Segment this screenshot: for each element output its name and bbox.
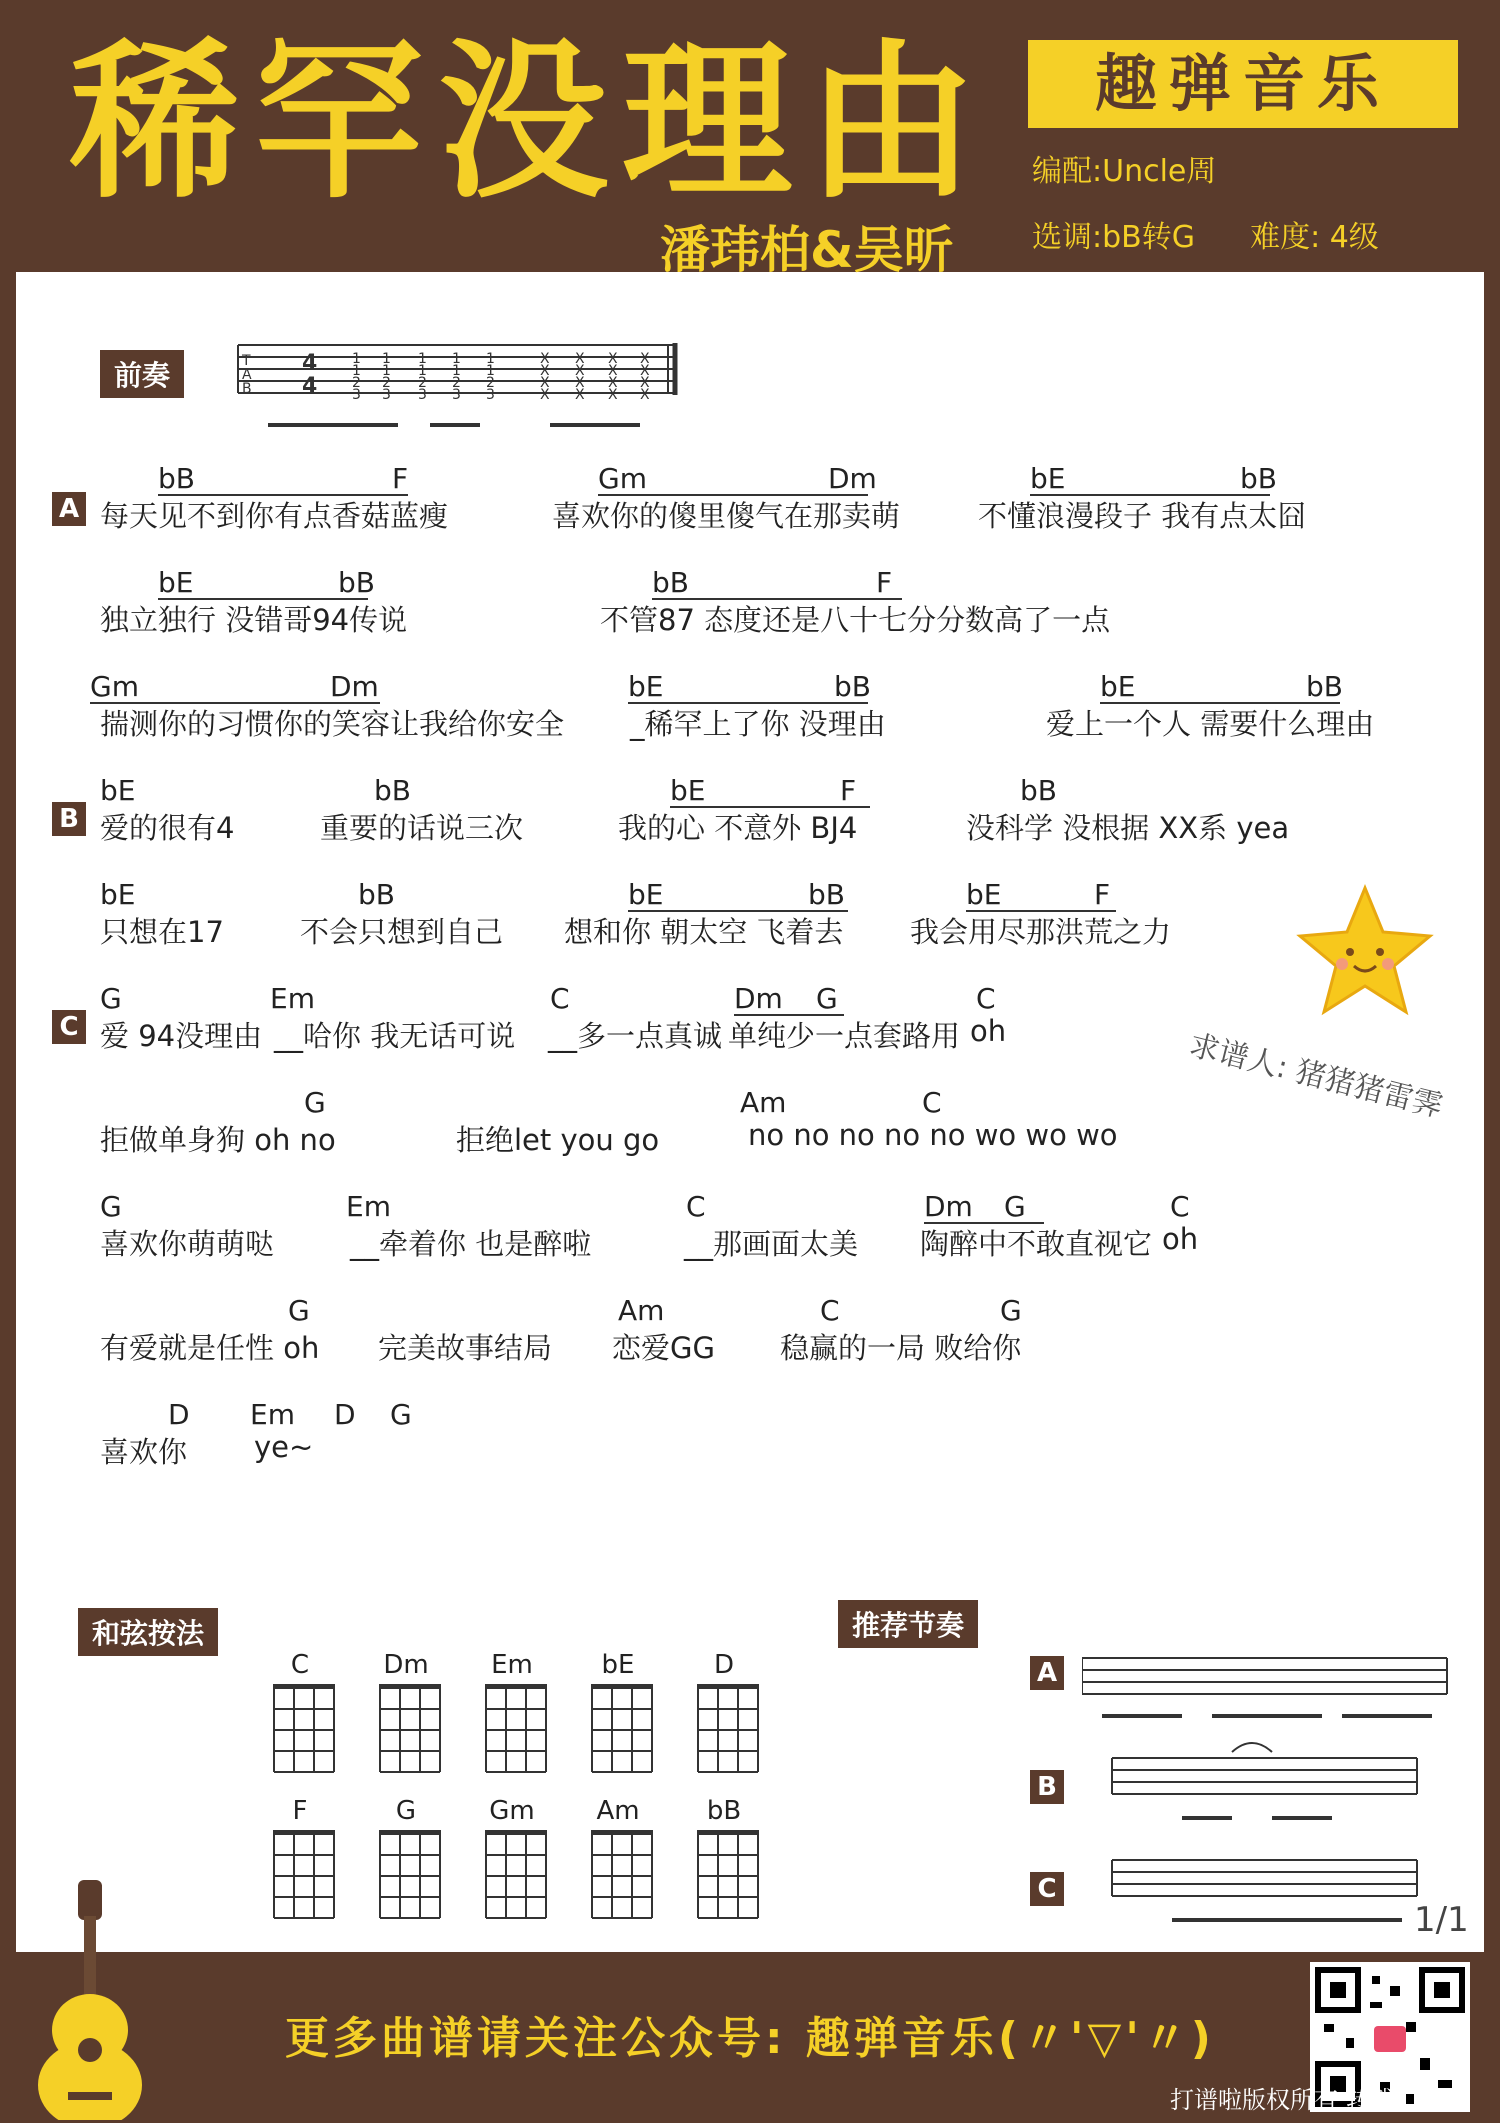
chord-diagram-grid xyxy=(696,1828,766,1928)
right-border xyxy=(1484,272,1500,1952)
svg-text:1: 1 xyxy=(382,363,391,379)
svg-text:2: 2 xyxy=(452,375,461,391)
svg-text:1: 1 xyxy=(452,351,461,367)
chord-diagram-name: Gm xyxy=(489,1796,535,1826)
chord-diagram-grid xyxy=(696,1682,766,1782)
lyric-line: 每天见不到你有点香菇蓝瘦 xyxy=(100,499,449,533)
chord-diagram-grid xyxy=(484,1828,554,1928)
section-a-tag: A xyxy=(52,492,86,526)
lyric-line: 独立独行 没错哥94传说 xyxy=(100,603,408,637)
chord: F xyxy=(1094,878,1111,911)
chord: bB xyxy=(338,566,375,599)
chord: bE xyxy=(1030,462,1066,495)
lyric-line: 揣测你的习惯你的笑容让我给你安全 xyxy=(100,707,565,741)
artist-name: 潘玮柏&吴昕 xyxy=(660,221,954,279)
svg-text:X: X xyxy=(640,375,650,391)
svg-text:3: 3 xyxy=(452,387,461,403)
svg-text:T: T xyxy=(242,353,251,369)
left-border xyxy=(0,272,16,1952)
svg-text:X: X xyxy=(540,387,550,403)
lyric-line: ye~ xyxy=(254,1430,314,1464)
page-number: 1/1 xyxy=(1414,1900,1469,1940)
svg-text:X: X xyxy=(608,387,618,403)
lyric-line: __那画面太美 xyxy=(684,1227,859,1261)
svg-text:1: 1 xyxy=(486,351,495,367)
intro-tab xyxy=(230,325,685,445)
chord: Gm xyxy=(598,462,647,495)
chord: bB xyxy=(834,670,871,703)
chord: F xyxy=(392,462,409,495)
svg-text:X: X xyxy=(640,387,650,403)
svg-text:1: 1 xyxy=(418,363,427,379)
chord: bB xyxy=(808,878,845,911)
rhythm-a-tag: A xyxy=(1030,1656,1064,1690)
chord: Em xyxy=(346,1190,391,1223)
chord: G xyxy=(288,1294,310,1327)
lyric-line: __哈你 我无话可说 xyxy=(274,1019,516,1053)
chord: Am xyxy=(740,1086,787,1119)
chords-tag: 和弦按法 xyxy=(78,1608,218,1656)
svg-text:1: 1 xyxy=(486,363,495,379)
svg-text:X: X xyxy=(575,375,585,391)
chord: bE xyxy=(966,878,1002,911)
chord-diagram-name: Am xyxy=(596,1796,640,1826)
lyric-line: 我的心 不意外 BJ4 xyxy=(618,811,858,845)
chord-diagram-grid xyxy=(272,1682,342,1782)
chord: bE xyxy=(670,774,706,807)
chord: G xyxy=(816,982,838,1015)
lyric-line: 我会用尽那洪荒之力 xyxy=(910,915,1172,949)
svg-text:2: 2 xyxy=(486,375,495,391)
chord: bB xyxy=(652,566,689,599)
svg-text:3: 3 xyxy=(382,387,391,403)
svg-text:2: 2 xyxy=(352,375,361,391)
chord: bE xyxy=(628,878,664,911)
chord-diagram-name: bE xyxy=(601,1650,635,1680)
svg-text:X: X xyxy=(608,363,618,379)
rhythm-patterns xyxy=(1082,1630,1452,1940)
chord: bB xyxy=(158,462,195,495)
svg-text:B: B xyxy=(242,381,252,397)
brand-name: 趣弹音乐 xyxy=(1094,47,1391,120)
lyric-line: __牵着你 也是醉啦 xyxy=(350,1227,592,1261)
chord-diagram-name: G xyxy=(395,1796,417,1826)
lyric-line: 有爱就是任性 oh xyxy=(100,1331,320,1365)
chord: bE xyxy=(1100,670,1136,703)
lyric-line: 爱上一个人 需要什么理由 xyxy=(1046,707,1375,741)
chord: G xyxy=(100,1190,122,1223)
lyric-line: 拒做单身狗 oh no xyxy=(100,1123,336,1157)
svg-text:X: X xyxy=(540,363,550,379)
svg-text:X: X xyxy=(540,351,550,367)
svg-text:2: 2 xyxy=(382,375,391,391)
chord: C xyxy=(550,982,570,1015)
chord: bB xyxy=(358,878,395,911)
chord: bE xyxy=(158,566,194,599)
chord-diagram-name: F xyxy=(292,1796,308,1826)
song-title: 稀罕没理由 xyxy=(70,24,991,222)
chord: Em xyxy=(250,1398,295,1431)
svg-text:X: X xyxy=(540,375,550,391)
lyric-line: 重要的话说三次 xyxy=(320,811,524,845)
chord: D xyxy=(168,1398,190,1431)
chord-diagram-grid xyxy=(590,1682,660,1782)
section-b-tag: B xyxy=(52,802,86,836)
chord-diagram-grid xyxy=(378,1682,448,1782)
chord: C xyxy=(820,1294,840,1327)
rhythm-c-tag: C xyxy=(1030,1872,1064,1906)
svg-text:X: X xyxy=(608,351,618,367)
svg-text:1: 1 xyxy=(382,351,391,367)
requester: 求谱人: 猪猪猪雷霁 xyxy=(1185,1027,1447,1125)
chord: Gm xyxy=(90,670,139,703)
svg-text:3: 3 xyxy=(352,387,361,403)
svg-text:1: 1 xyxy=(352,351,361,367)
svg-text:X: X xyxy=(640,363,650,379)
chord: F xyxy=(840,774,857,807)
svg-text:4: 4 xyxy=(302,351,318,376)
chord: F xyxy=(876,566,893,599)
chord: G xyxy=(1004,1190,1026,1223)
lyric-line: 拒绝let you go xyxy=(456,1123,660,1157)
lyric-line: 只想在17 xyxy=(100,915,224,949)
footer-text: 更多曲谱请关注公众号: 趣弹音乐(〃'▽'〃) xyxy=(285,2013,1215,2064)
difficulty: 难度: 4级 xyxy=(1250,220,1379,255)
chord: G xyxy=(304,1086,326,1119)
chord-diagram-name: Em xyxy=(491,1650,533,1680)
svg-text:3: 3 xyxy=(418,387,427,403)
chord-diagram-grid xyxy=(378,1828,448,1928)
ukulele-icon xyxy=(30,1880,150,2120)
star-mascot-icon xyxy=(1290,880,1440,1020)
intro-tag: 前奏 xyxy=(100,350,184,398)
key: 选调:bB转G xyxy=(1032,220,1195,255)
lyric-line: 喜欢你的傻里傻气在那卖萌 xyxy=(552,499,901,533)
svg-text:3: 3 xyxy=(486,387,495,403)
lyric-line: 恋爱GG xyxy=(612,1331,715,1365)
section-c-tag: C xyxy=(52,1010,86,1044)
svg-text:X: X xyxy=(575,387,585,403)
chord: G xyxy=(100,982,122,1015)
chord: D xyxy=(334,1398,356,1431)
chord: Dm xyxy=(330,670,379,703)
chord: bB xyxy=(1306,670,1343,703)
lyric-line: 喜欢你萌萌哒 xyxy=(100,1227,275,1261)
chord: G xyxy=(1000,1294,1022,1327)
lyric-line: oh xyxy=(970,1014,1007,1048)
lyric-line: 爱的很有4 xyxy=(100,811,235,845)
svg-text:X: X xyxy=(608,375,618,391)
chord-diagram-name: C xyxy=(290,1650,310,1680)
chord-diagram-name: bB xyxy=(706,1796,742,1826)
lyric-line: 想和你 朝太空 飞着去 xyxy=(564,915,844,949)
lyric-line: __多一点真诚 xyxy=(548,1019,723,1053)
lyric-line: 不会只想到自己 xyxy=(300,915,504,949)
copyright: 打谱啦版权所有 转载 xyxy=(1170,2086,1394,2114)
svg-text:X: X xyxy=(575,351,585,367)
chord: C xyxy=(1170,1190,1190,1223)
lyric-line: 稳赢的一局 败给你 xyxy=(780,1331,1022,1365)
lyric-line: 喜欢你 xyxy=(100,1435,188,1469)
rhythm-tag: 推荐节奏 xyxy=(838,1600,978,1648)
lyric-line: no no no no no wo wo wo xyxy=(748,1118,1118,1152)
chord: G xyxy=(390,1398,412,1431)
lyric-line: 完美故事结局 xyxy=(378,1331,553,1365)
chord: Dm xyxy=(734,982,783,1015)
chord-diagram-grid xyxy=(484,1682,554,1782)
lyric-line: 不管87 态度还是八十七分分数高了一点 xyxy=(600,603,1111,637)
lyric-line: 不懂浪漫段子 我有点太囧 xyxy=(978,499,1307,533)
chord: bB xyxy=(1020,774,1057,807)
lyric-line: 没科学 没根据 XX系 yea xyxy=(966,811,1290,845)
chord: bE xyxy=(100,774,136,807)
svg-text:X: X xyxy=(640,351,650,367)
chord: bE xyxy=(628,670,664,703)
lyric-line: 爱 94没理由 xyxy=(100,1019,263,1053)
svg-text:A: A xyxy=(242,367,252,383)
chord: Am xyxy=(618,1294,665,1327)
chord: Dm xyxy=(828,462,877,495)
chord: C xyxy=(686,1190,706,1223)
svg-text:4: 4 xyxy=(302,374,318,399)
svg-text:2: 2 xyxy=(418,375,427,391)
arranger: 编配:Uncle周 xyxy=(1032,154,1217,189)
svg-text:X: X xyxy=(575,363,585,379)
lyric-line: _稀罕上了你 没理由 xyxy=(630,707,886,741)
lyric-line: 陶醉中不敢直视它 xyxy=(920,1227,1153,1261)
chord: Em xyxy=(270,982,315,1015)
chord: C xyxy=(976,982,996,1015)
chord: bB xyxy=(1240,462,1277,495)
lyric-line: oh xyxy=(1162,1222,1199,1256)
chord: C xyxy=(922,1086,942,1119)
svg-text:1: 1 xyxy=(452,363,461,379)
chord-diagram-grid xyxy=(272,1828,342,1928)
chord-diagram-name: Dm xyxy=(383,1650,429,1680)
key-difficulty xyxy=(1032,212,1379,256)
chord: Dm xyxy=(924,1190,973,1223)
chord-diagram-name: D xyxy=(713,1650,735,1680)
chord: bB xyxy=(374,774,411,807)
chord: bE xyxy=(100,878,136,911)
svg-text:1: 1 xyxy=(418,351,427,367)
lyric-line: 单纯少一点套路用 xyxy=(728,1019,961,1053)
svg-text:1: 1 xyxy=(352,363,361,379)
chord-diagram-grid xyxy=(590,1828,660,1928)
rhythm-b-tag: B xyxy=(1030,1770,1064,1804)
